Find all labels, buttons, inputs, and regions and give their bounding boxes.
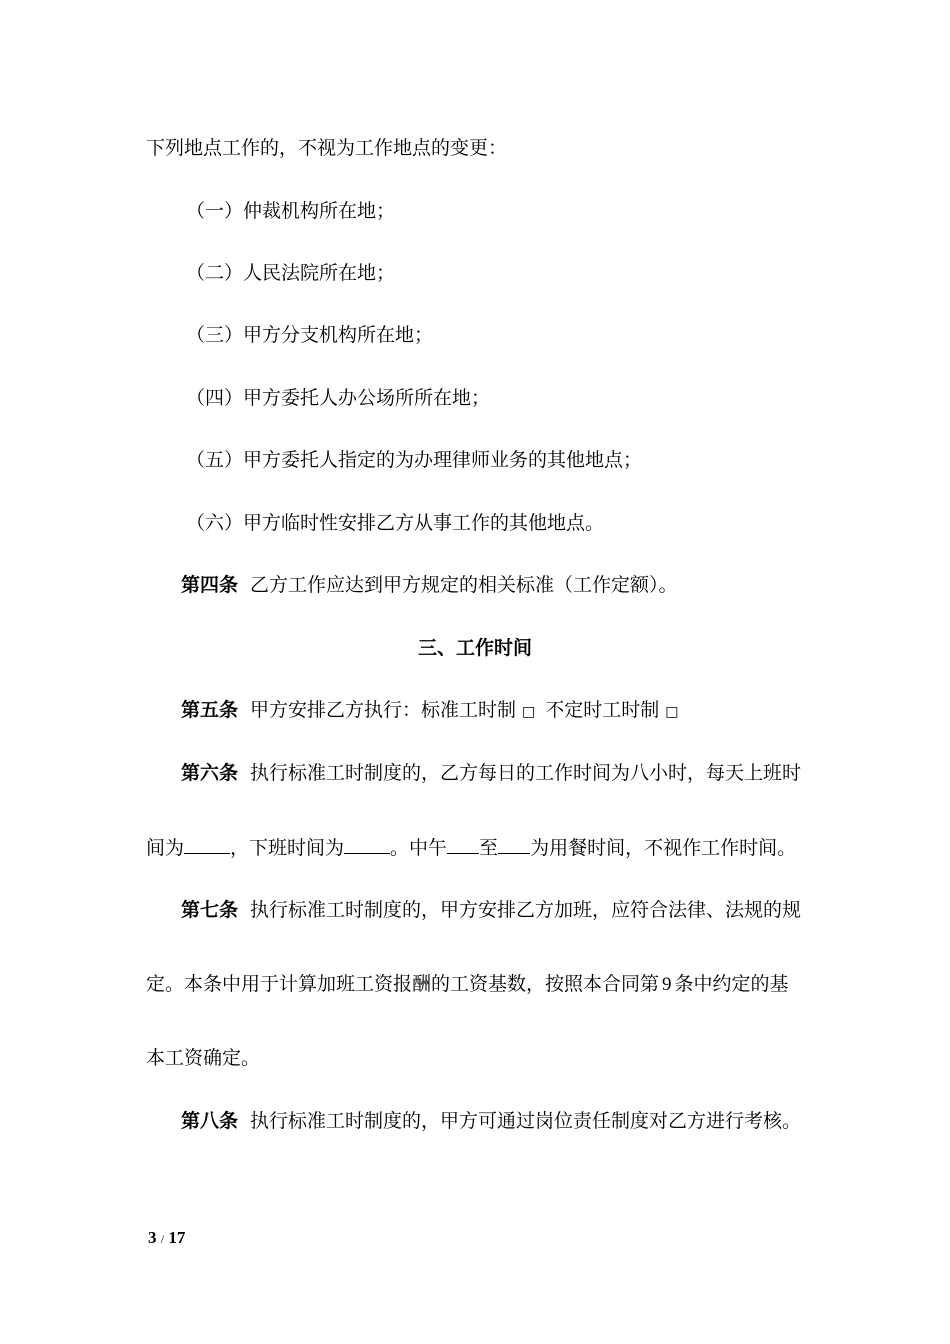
current-page: 3: [148, 1228, 157, 1247]
article-4-text: 乙方工作应达到甲方规定的相关标准（工作定额）。: [250, 574, 678, 596]
article-7-text: 条中约定的基: [674, 973, 789, 995]
article-7-line-2: [146, 972, 789, 997]
article-8-label: 第八条: [181, 1110, 239, 1132]
article-6-line-1: [181, 761, 801, 785]
article-5-text-2: 不定时工时制: [545, 699, 660, 721]
list-item: （二）人民法院所在地；: [186, 262, 396, 284]
article-8-text: 执行标准工时制度的，甲方可通过岗位责任制度对乙方进行考核。: [250, 1110, 802, 1132]
article-6-text: 至: [479, 837, 499, 859]
article-5-text: 甲方安排乙方执行：标准工时制: [250, 699, 517, 721]
article-6-text: ，下班时间为: [230, 837, 345, 859]
flexible-hours-checkbox[interactable]: □: [665, 704, 679, 720]
lunch-start-blank[interactable]: [447, 835, 479, 854]
article-6-text: 间为: [146, 837, 185, 859]
section-heading: 三、工作时间: [418, 637, 533, 659]
list-item: （三）甲方分支机构所在地；: [186, 324, 434, 346]
article-5-label: 第五条: [181, 699, 239, 721]
page-number: [148, 1228, 185, 1248]
article-7-label: 第七条: [181, 899, 239, 921]
start-time-blank[interactable]: [184, 835, 230, 854]
article-6-text: 执行标准工时制度的，乙方每日的工作时间为八小时，每天上班时: [250, 762, 802, 784]
lunch-end-blank[interactable]: [498, 835, 530, 854]
article-6-line-2: [146, 835, 796, 860]
list-item: （六）甲方临时性安排乙方从事工作的其他地点。: [186, 512, 605, 534]
end-time-blank[interactable]: [344, 835, 390, 854]
article-7-text: 执行标准工时制度的，甲方安排乙方加班，应符合法律、法规的规: [250, 899, 802, 921]
article-8: [181, 1109, 801, 1133]
page-separator: /: [160, 1232, 165, 1246]
article-7-line-3: 本工资确定。: [146, 1047, 261, 1069]
article-4-label: 第四条: [181, 574, 239, 596]
article-6-text: 为用餐时间，不视作工作时间。: [530, 837, 797, 859]
article-7-text: 定。本条中用于计算加班工资报酬的工资基数，按照本合同第: [146, 973, 660, 995]
article-reference-number: 9: [662, 974, 672, 995]
list-item: （四）甲方委托人办公场所所在地；: [186, 387, 491, 409]
article-6-text: 。中午: [390, 837, 448, 859]
article-6-label: 第六条: [181, 762, 239, 784]
article-5: [181, 698, 679, 724]
paragraph-work-location-intro: 下列地点工作的，不视为工作地点的变更：: [146, 137, 508, 159]
article-7-line-1: [181, 898, 801, 922]
article-4: [181, 573, 678, 597]
list-item: （五）甲方委托人指定的为办理律师业务的其他地点；: [186, 449, 643, 471]
total-pages: 17: [168, 1228, 186, 1247]
list-item: （一）仲裁机构所在地；: [186, 200, 396, 222]
standard-hours-checkbox[interactable]: □: [522, 704, 536, 720]
